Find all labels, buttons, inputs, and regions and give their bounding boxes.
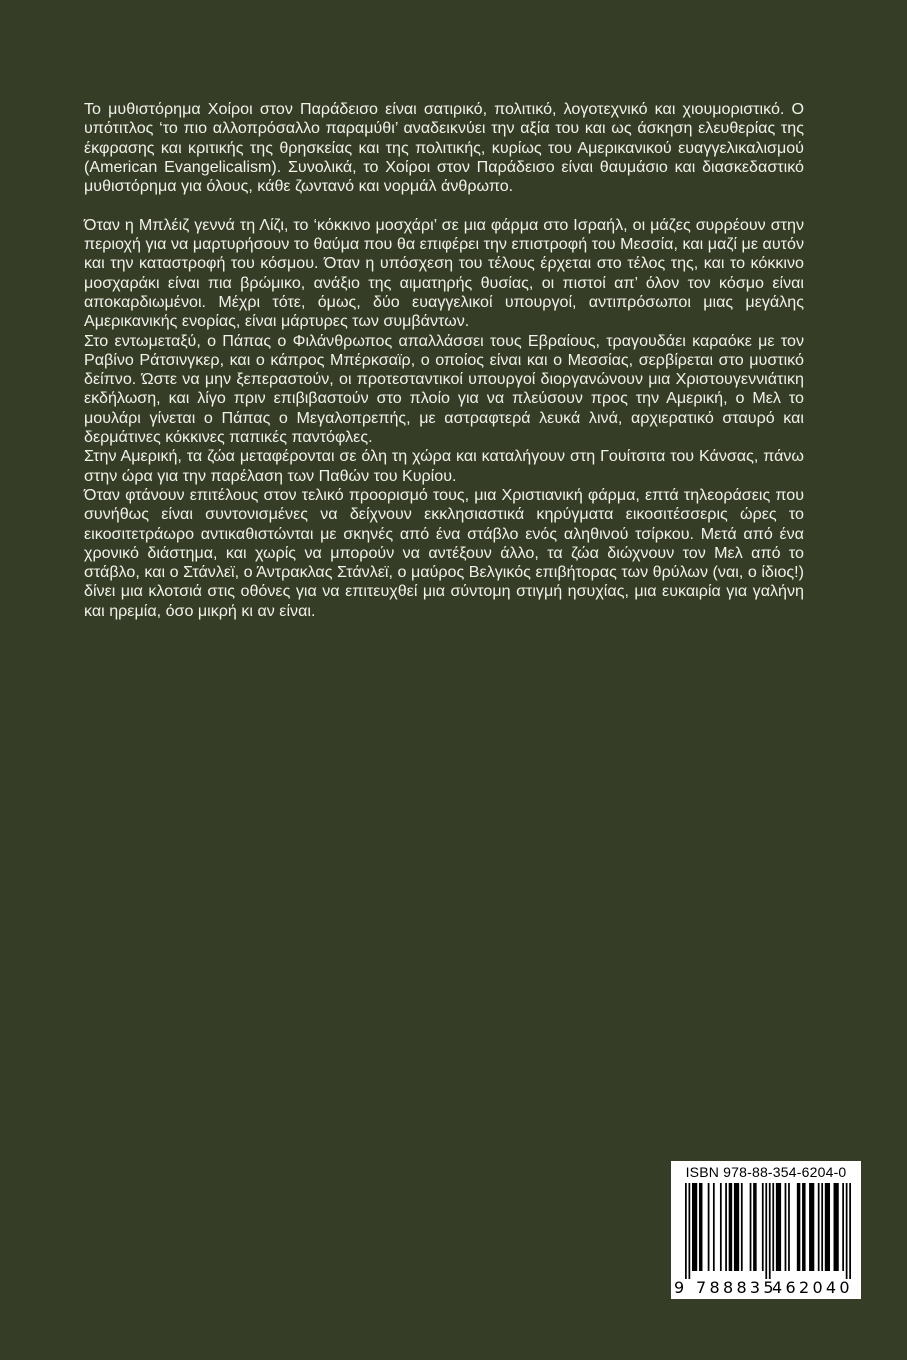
barcode-bar — [753, 1183, 756, 1271]
barcode-bar — [750, 1183, 752, 1271]
blurb-paragraph-farm: Όταν φτάνουν επιτέλους στον τελικό προορισμό τους, μια Χριστιανική φάρμα, επτά τηλεοράσεις που συνήθως είναι συντονισμένες να δείχνουν εκκλησιαστικά κηρύγματα εικοσιτέσσερις ώρες το εικοσιτετράωρο αντικαθιστώνται με σκηνές από ένα στάβλο ενός αληθινού τσίρκου. Μετά από ένα χρονικό διάστημα, και χωρίς να μπορούν να αντέξουν άλλο, τα ζώα διώχνουν τον Μελ από το στάβλο, και ο Στάνλεϊ, ο Άντρακλας Στάνλεϊ, ο μαύρος Βελγικός επιβήτορας των θρύλων (ναι, ο ίδιος!) δίνει μια κλοτσιά στις οθόνες για να επιτευχθεί μια σύντομη στιγμή ησυχίας, μια ευκαιρία για γαλήνη και ηρεμία, όσο μικρή κι αν είναι. — [84, 485, 804, 620]
barcode-bar — [834, 1183, 839, 1271]
barcode-bar — [741, 1183, 743, 1271]
isbn-barcode-box — [671, 1161, 861, 1299]
barcode-bar — [821, 1183, 823, 1271]
barcode-bar — [809, 1183, 814, 1271]
barcode-bar — [802, 1183, 805, 1271]
barcode-bar — [825, 1183, 830, 1271]
barcode-bar — [788, 1183, 790, 1271]
barcode-guard-bar — [769, 1183, 771, 1279]
barcode-bar — [692, 1183, 697, 1271]
barcode-bar — [842, 1183, 844, 1271]
barcode-bar — [720, 1183, 722, 1271]
blurb-paragraph-plot: Όταν η Μπλέιζ γεννά τη Λίζι, το ‘κόκκινο μοσχάρι’ σε μια φάρμα στο Ισραήλ, οι μάζες συρρέουν στην περιοχή για να μαρτυρήσουν το θαύμα που θα επιφέρει την επιστροφή του Μεσσία, και μαζί με αυτόν και την καταστροφή του κόσμου. Όταν η υπόσχεση του τέλους έρχεται στο τέλος της, και το κόκκινο μοσχαράκι είναι πια βρώμικο, ανάξιο της αιματηρής θυσίας, οι πιστοί απ’ όλον τον κόσμο είναι αποκαρδιωμένοι. Μέχρι τότε, όμως, δύο ευαγγελικοί υπουργοί, αντιπρόσωποι μιας μεγάλης Αμερικανικής ενορίας, είναι μάρτυρες των συμβάντων. — [84, 215, 804, 331]
barcode-bar — [776, 1183, 781, 1271]
barcode-bar — [734, 1183, 739, 1271]
barcode-digits-left: 788835 — [696, 1278, 777, 1297]
blurb-paragraph-intro: Το μυθιστόρημα Χοίροι στον Παράδεισο είναι σατιρικό, πολιτικό, λογοτεχνικό και χιουμοριστικό. Ο υπότιτλος ‘το πιο αλλοπρόσαλλο παραμύθι’ αναδεικνύει την αξία του και ως άσκηση ελευθερίας της έκφρασης και κριτικής της θρησκείας και της πολιτικής, κυρίως του Αμερικανικού ευαγγελικαλισμού (American Evangelicalism). Συνολικά, το Χοίροι στον Παράδεισο είναι θαυμάσιο και διασκεδαστικό μυθιστόρημα για όλους, κάθε ζωντανό και νορμάλ άνθρωπο. — [84, 100, 804, 196]
barcode-bar — [713, 1183, 715, 1271]
barcode-digits-right: 462040 — [772, 1278, 853, 1297]
barcode-bar — [762, 1183, 764, 1271]
barcode-bar — [772, 1183, 774, 1271]
barcode-digits — [671, 1279, 861, 1297]
barcode-bar — [818, 1183, 820, 1271]
barcode-guard-bar — [688, 1183, 690, 1279]
barcode-guard-bar — [765, 1183, 767, 1279]
barcode-guard-bar — [685, 1183, 687, 1279]
barcode-guard-bar — [849, 1183, 851, 1279]
barcode-bar — [797, 1183, 800, 1271]
isbn-label: ISBN 978-88-354-6204-0 — [685, 1164, 847, 1180]
barcode-bar — [708, 1183, 710, 1271]
barcode-digit-first: 9 — [674, 1278, 685, 1297]
barcode-guard-bar — [846, 1183, 848, 1279]
blurb-paragraph-america: Στην Αμερική, τα ζώα μεταφέρονται σε όλη τη χώρα και καταλήγουν στη Γουίτσιτα του Κάνσας, πάνω στην ώρα για την παρέλαση των Παθών του Κυρίου. — [84, 447, 804, 485]
barcode-bar — [785, 1183, 787, 1271]
barcode-bar — [725, 1183, 727, 1271]
barcode — [685, 1183, 851, 1279]
blurb-paragraph-pope: Στο εντωμεταξύ, ο Πάπας ο Φιλάνθρωπος απαλλάσσει τους Εβραίους, τραγουδάει καραόκε με τον Ραβίνο Ράτσινγκερ, και ο κάπρος Μπέρκσαϊρ, ο οποίος είναι και ο Μεσσίας, σερβίρεται στο μυστικό δείπνο. Ώστε να μην ξεπεραστούν, οι προτεσταντικοί υπουργοί διοργανώνουν μια Χριστουγεννιάτικη εκδήλωση, και λίγο πριν επιβιβαστούν στο πλοίο για να πλεύσουν προς την Αμερική, ο Μελ το μουλάρι γίνεται ο Πάπας ο Μεγαλοπρεπής, με αστραφτερά λευκά λινά, αρχιερατικό σταυρό και δερμάτινες κόκκινες παπικές παντόφλες. — [84, 331, 804, 447]
barcode-bar — [729, 1183, 732, 1271]
barcode-bar — [699, 1183, 702, 1271]
blurb-text — [84, 100, 804, 621]
